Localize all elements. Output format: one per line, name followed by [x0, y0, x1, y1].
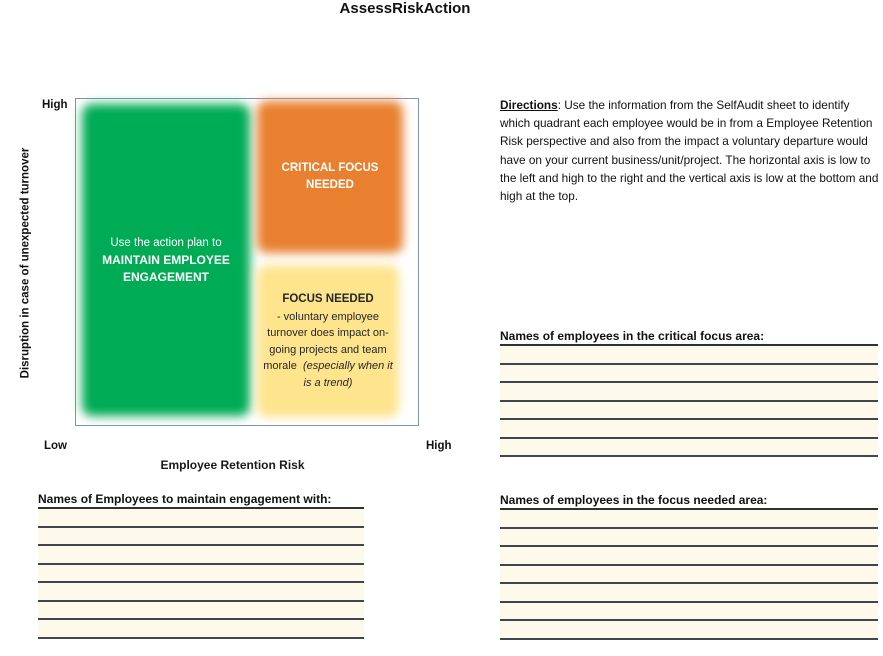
write-in-line[interactable]: [38, 528, 364, 547]
green-quadrant-emphasis: MAINTAIN EMPLOYEE ENGAGEMENT: [102, 252, 230, 284]
green-quadrant-intro: Use the action plan to: [110, 236, 222, 249]
critical-lines: [500, 346, 878, 457]
write-in-line[interactable]: [38, 565, 364, 584]
write-in-line[interactable]: [38, 602, 364, 621]
write-in-line[interactable]: [500, 420, 878, 439]
quadrant-focus-needed: [257, 265, 399, 417]
yellow-quadrant-body: - voluntary employee turnover does impact on-going projects and team morale (especially when it is a trend): [263, 310, 393, 389]
write-in-line[interactable]: [500, 603, 878, 622]
page-title: AssessRiskAction: [339, 0, 471, 17]
write-in-line[interactable]: [38, 509, 364, 528]
section-maintain-engagement-names: [38, 492, 364, 639]
quadrant-critical-focus: [257, 101, 403, 253]
write-in-line[interactable]: [500, 346, 878, 365]
write-in-line[interactable]: [500, 621, 878, 640]
write-in-line[interactable]: [500, 547, 878, 566]
section-heading-maintain: Names of Employees to maintain engagement with:: [38, 492, 364, 509]
x-axis-title: Employee Retention Risk: [160, 458, 305, 472]
write-in-line[interactable]: [38, 546, 364, 565]
write-in-line[interactable]: [500, 365, 878, 384]
write-in-line[interactable]: [500, 402, 878, 421]
section-focus-needed-names: [500, 493, 878, 640]
write-in-line[interactable]: [38, 583, 364, 602]
orange-quadrant-label: CRITICAL FOCUS NEEDED: [281, 162, 379, 191]
quadrant-maintain-engagement: [82, 104, 250, 416]
x-axis-low-label: Low: [44, 440, 67, 452]
write-in-line[interactable]: [500, 383, 878, 402]
directions-label: Directions: [500, 98, 558, 112]
directions-paragraph: [500, 96, 880, 205]
maintain-lines: [38, 509, 364, 639]
write-in-line[interactable]: [500, 510, 878, 529]
write-in-line[interactable]: [500, 566, 878, 585]
write-in-line[interactable]: [500, 529, 878, 548]
section-critical-focus-names: [500, 329, 878, 457]
focus-lines: [500, 510, 878, 640]
write-in-line[interactable]: [500, 584, 878, 603]
section-heading-focus: Names of employees in the focus needed area:: [500, 493, 878, 510]
directions-text: : Use the information from the SelfAudit sheet to identify which quadrant each employee would be in from a Employee Retention Risk perspective and also from the impact a voluntary departure would have on your current business/unit/project. The horizontal axis is low to the left and high to the right and the vertical axis is low at the bottom and high at the top.: [500, 98, 879, 204]
y-axis-high-label: High: [42, 99, 68, 111]
x-axis-high-label: High: [426, 440, 452, 452]
y-axis-title: Disruption in case of unexpected turnover: [19, 147, 31, 378]
write-in-line[interactable]: [38, 620, 364, 639]
yellow-quadrant-note: (especially when it is a trend): [302, 360, 393, 389]
yellow-quadrant-title: FOCUS NEEDED: [282, 293, 374, 305]
write-in-line[interactable]: [500, 439, 878, 458]
section-heading-critical: Names of employees in the critical focus area:: [500, 329, 878, 346]
